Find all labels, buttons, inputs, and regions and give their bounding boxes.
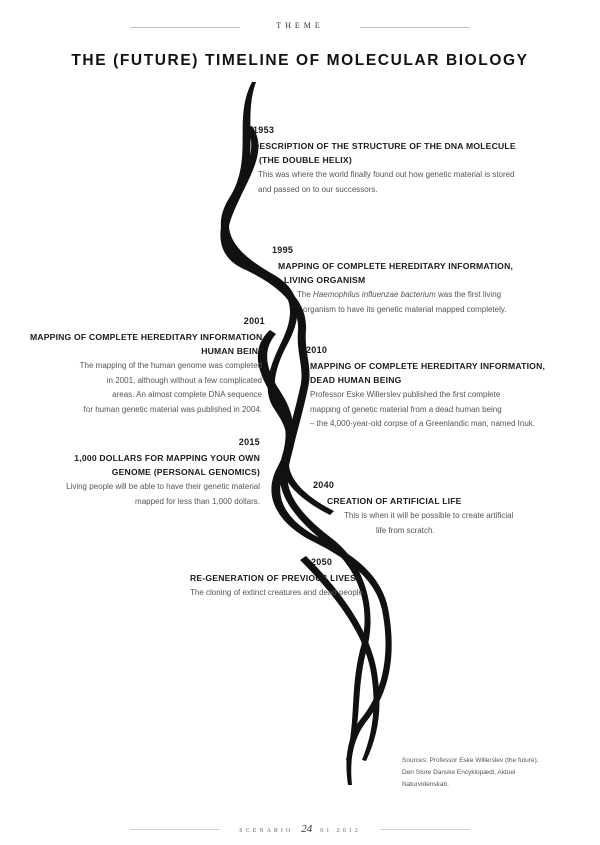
timeline-entry-2015 [40,437,260,509]
footer-issue: 01 2012 [320,828,361,834]
entry-description: The Haemophilus influenzae bacterium was the first living organism to have its genetic material mapped completely. [297,290,507,314]
entry-description: This was where the world finally found out how genetic material is stored and passed on to our successors. [258,170,515,194]
entry-description: This is when it will be possible to create artificial life from scratch. [344,511,514,535]
page-title: THE (FUTURE) TIMELINE OF MOLECULAR BIOLOGY [71,52,529,69]
entry-description: The cloning of extinct creatures and dead people. [190,588,366,597]
entry-year: 2040 [313,480,335,490]
entry-description: Professor Eske Willerslev published the first complete mapping of genetic material from a dead human being – the 4,000-year-old corpse of a Greenlandic man, named Inuk. [310,390,536,428]
entry-description: The mapping of the human genome was completed in 2001, although without a few complicated areas. An almost complete DNA sequence for human genetic material was published in 2004. [79,361,262,414]
entry-heading: CREATION OF ARTIFICIAL LIFE [327,496,462,506]
entry-year: 2015 [238,437,260,447]
entry-year: 1953 [253,125,275,135]
entry-heading: 1,000 DOLLARS FOR MAPPING YOUR OWN GENOME (PERSONAL GENOMICS) [74,453,260,477]
entry-year: 2010 [306,345,328,355]
timeline-entry-1995 [272,245,532,317]
page-footer [0,823,600,835]
footer-magazine-name: SCENARIO [239,828,294,834]
timeline-entry-2040 [313,480,543,538]
footer-rule-right [380,829,470,830]
entry-heading: RE-GENERATION OF PREVIOUS LIVES [190,573,356,583]
entry-heading: DESCRIPTION OF THE STRUCTURE OF THE DNA MOLECULE (THE DOUBLE HELIX) [253,141,516,165]
entry-year: 2050 [311,557,333,567]
timeline-entry-2050 [190,557,450,601]
entry-heading: MAPPING OF COMPLETE HEREDITARY INFORMATION, LIVING ORGANISM [278,261,514,285]
timeline-entry-2010 [306,345,576,432]
entry-year: 2001 [243,316,265,326]
sources-note: Sources: Professor Eske Willerslev (the future), Den Store Danske Encyklopædi, Aktuel Naturvidenskab. [402,757,539,788]
entry-year: 1995 [272,245,294,255]
entry-heading: MAPPING OF COMPLETE HEREDITARY INFORMATION, DEAD HUMAN BEING [310,361,546,385]
timeline-entry-1953 [253,125,543,197]
section-label: THEME [276,21,324,30]
entry-heading: MAPPING OF COMPLETE HEREDITARY INFORMATION, HUMAN BEING [29,332,265,356]
entry-description: Living people will be able to have their genetic material mapped for less than 1,000 dollars. [66,482,260,506]
page-number: 24 [301,823,313,835]
timeline-entry-2001 [20,316,265,417]
